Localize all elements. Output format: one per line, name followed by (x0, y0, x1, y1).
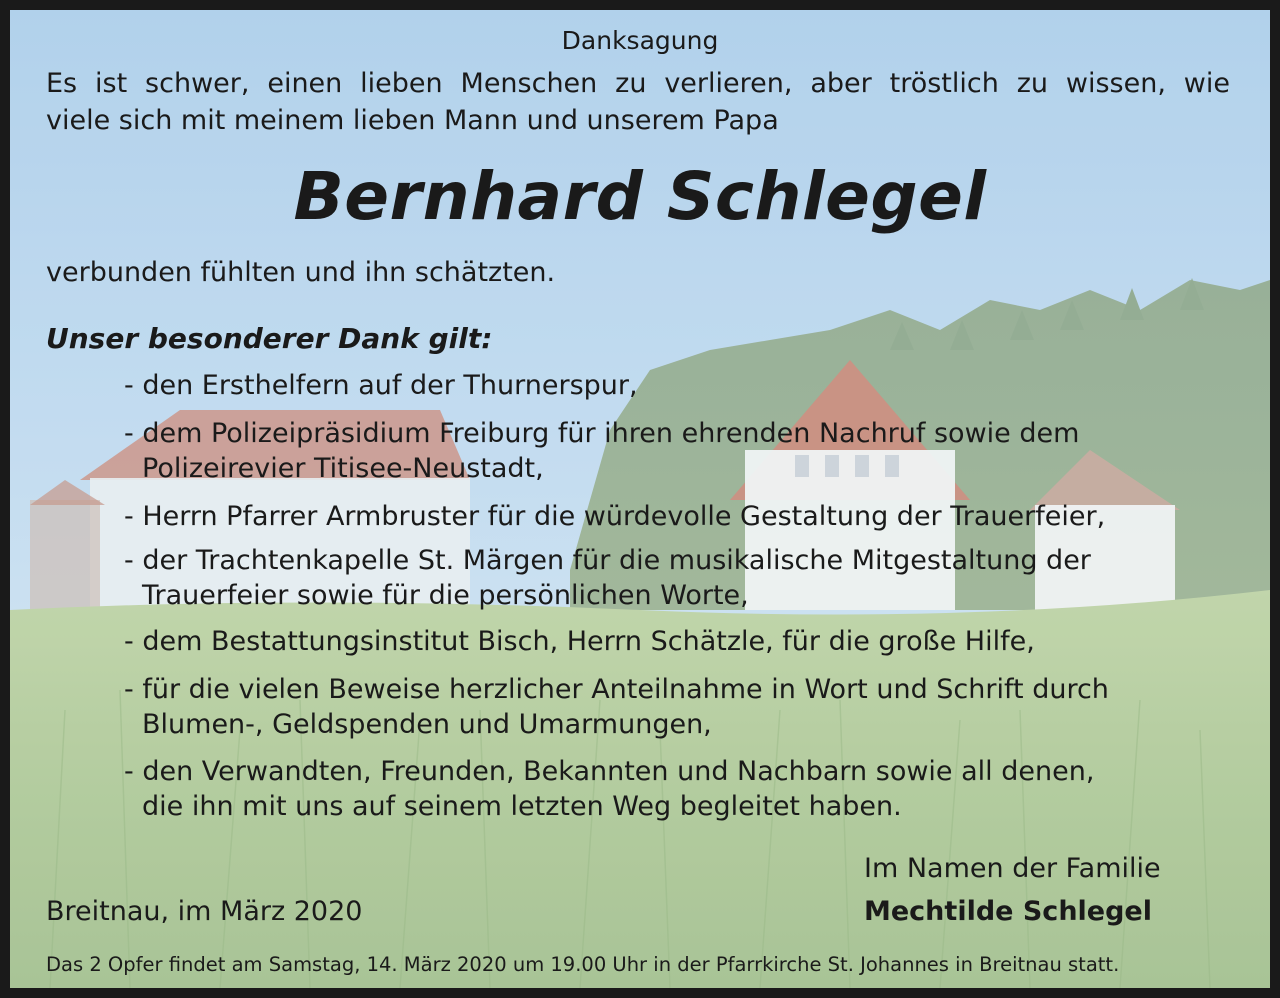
signature-name: Mechtilde Schlegel (864, 896, 1152, 927)
intro-line-1: Es ist schwer, einen lieben Menschen zu verlieren, aber tröstlich zu wissen, wie (46, 68, 1230, 99)
thanks-item-2-line-2: Polizeirevier Titisee-Neustadt, (142, 453, 544, 484)
thanks-item-3-line-1: - Herrn Pfarrer Armbruster für die würdevolle Gestaltung der Trauerfeier, (124, 501, 1106, 532)
thanks-item-4-line-2: Trauerfeier sowie für die persönlichen Worte, (142, 580, 749, 611)
thanks-item-5-line-1: - dem Bestattungsinstitut Bisch, Herrn Schätzle, für die große Hilfe, (124, 626, 1035, 657)
thanks-item-4-line-1: - der Trachtenkapelle St. Märgen für die musikalische Mitgestaltung der (124, 545, 1091, 576)
footer-service-note: Das 2 Opfer findet am Samstag, 14. März 2020 um 19.00 Uhr in der Pfarrkirche St. Johannes in Breitnau statt. (46, 953, 1120, 976)
thanks-item-6-line-1: - für die vielen Beweise herzlicher Anteilnahme in Wort und Schrift durch (124, 674, 1109, 705)
notice-text (10, 10, 1270, 988)
deceased-name: Bernhard Schlegel (293, 158, 987, 235)
intro-line-2: viele sich mit meinem lieben Mann und unserem Papa (46, 105, 779, 136)
thanks-heading: Unser besonderer Dank gilt: (46, 322, 493, 355)
thanks-item-2-line-1: - dem Polizeipräsidium Freiburg für ihren ehrenden Nachruf sowie dem (124, 418, 1080, 449)
signature-label: Im Namen der Familie (864, 853, 1161, 884)
place-and-date: Breitnau, im März 2020 (46, 896, 363, 927)
thanks-item-6-line-2: Blumen-, Geldspenden und Umarmungen, (142, 709, 712, 740)
after-name-line: verbunden fühlten und ihn schätzten. (46, 257, 556, 288)
notice-heading: Danksagung (561, 26, 719, 55)
thanks-item-1-line-1: - den Ersthelfern auf der Thurnerspur, (124, 370, 638, 401)
thanks-item-7-line-2: die ihn mit uns auf seinem letzten Weg begleitet haben. (142, 791, 902, 822)
thanks-item-7-line-1: - den Verwandten, Freunden, Bekannten und Nachbarn sowie all denen, (124, 756, 1095, 787)
